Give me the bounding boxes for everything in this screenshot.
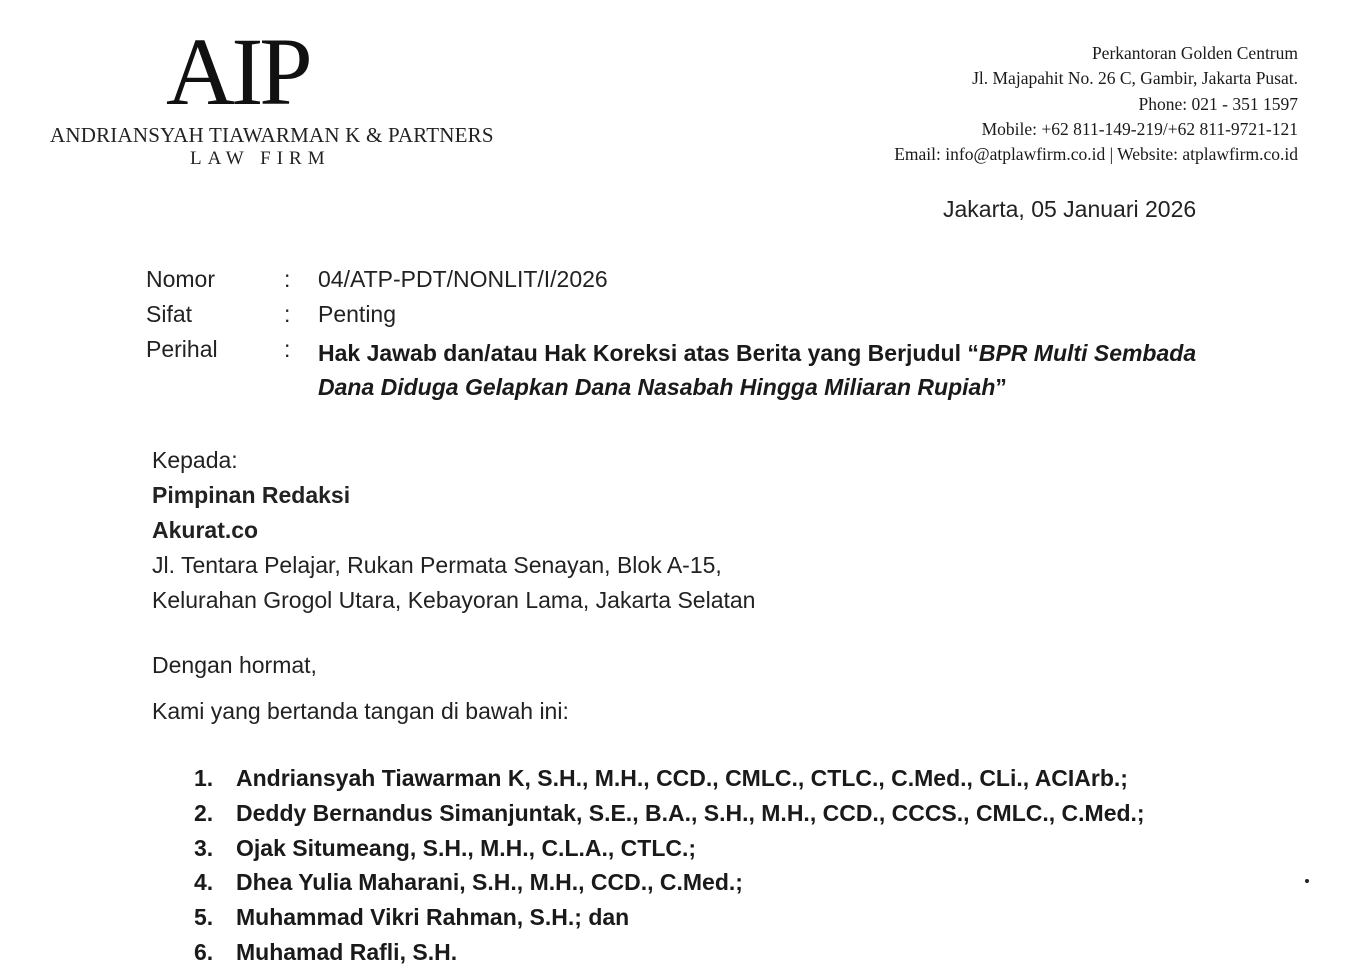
letter-date: Jakarta, 05 Januari 2026 <box>943 196 1197 222</box>
office-building: Perkantoran Golden Centrum <box>1091 43 1298 63</box>
office-mobile: Mobile: +62 811-149-219/+62 811-9721-121 <box>981 118 1298 139</box>
nomor-label: Nomor <box>146 266 216 292</box>
firm-subtitle: LAW FIRM <box>190 148 331 169</box>
sifat-value: Penting <box>318 301 397 327</box>
recipient-address-line2: Kelurahan Grogol Utara, Kebayoran Lama, Jakarta Selatan <box>152 587 756 613</box>
perihal-label: Perihal <box>146 336 218 362</box>
signatory-number: 4. <box>194 869 214 896</box>
sifat-colon: : <box>284 301 291 327</box>
letterhead-logo: AIP <box>166 18 309 125</box>
signatory-number: 1. <box>194 765 214 791</box>
perihal-colon: : <box>284 336 291 362</box>
perihal-suffix: ” <box>995 374 1007 400</box>
perihal-title: BPR Multi Sembada Dana Diduga Gelapkan Dana Nasabah Hingga Miliaran Rupiah <box>318 340 1197 400</box>
recipient-block <box>152 443 755 618</box>
signatory-number: 3. <box>194 834 214 861</box>
recipient-kepada: Kepada: <box>152 447 238 473</box>
signatory-name: Dhea Yulia Maharani, S.H., M.H., CCD., C.Med.; <box>236 869 743 896</box>
signatory-number: 6. <box>194 938 214 965</box>
office-contact: Email: info@atplawfirm.co.id | Website: atplawfirm.co.id <box>894 144 1298 165</box>
signatory-name: Deddy Bernandus Simanjuntak, S.E., B.A., S.H., M.H., CCD., CCCS., CMLC., C.Med.; <box>236 799 1145 826</box>
scan-speck <box>1305 879 1309 883</box>
firm-name: ANDRIANSYAH TIAWARMAN K & PARTNERS <box>50 123 494 147</box>
recipient-company: Akurat.co <box>152 517 259 543</box>
recipient-address-line1: Jl. Tentara Pelajar, Rukan Permata Senayan, Blok A-15, <box>152 552 722 578</box>
signatory-name: Andriansyah Tiawarman K, S.H., M.H., CCD., CMLC., CTLC., C.Med., CLi., ACIArb.; <box>236 765 1128 791</box>
signatory-name: Muhamad Rafli, S.H. <box>236 938 458 965</box>
intro-text: Kami yang bertanda tangan di bawah ini: <box>152 698 569 724</box>
sifat-label: Sifat <box>146 301 193 327</box>
nomor-colon: : <box>284 266 291 292</box>
recipient-position: Pimpinan Redaksi <box>152 482 351 508</box>
signatory-number: 5. <box>194 904 214 931</box>
office-phone: Phone: 021 - 351 1597 <box>1138 93 1298 114</box>
office-info <box>894 41 1298 167</box>
office-address: Jl. Majapahit No. 26 C, Gambir, Jakarta Pusat. <box>972 68 1298 89</box>
signatory-name: Ojak Situmeang, S.H., M.H., C.L.A., CTLC.; <box>236 834 697 861</box>
perihal-prefix: Hak Jawab dan/atau Hak Koreksi atas Berita yang Berjudul “ <box>318 340 979 366</box>
signatory-name: Muhammad Vikri Rahman, S.H.; dan <box>236 904 630 931</box>
signatory-number: 2. <box>194 799 214 826</box>
perihal-subject <box>318 336 1238 404</box>
salutation: Dengan hormat, <box>152 652 317 678</box>
nomor-value: 04/ATP-PDT/NONLIT/I/2026 <box>318 266 608 292</box>
